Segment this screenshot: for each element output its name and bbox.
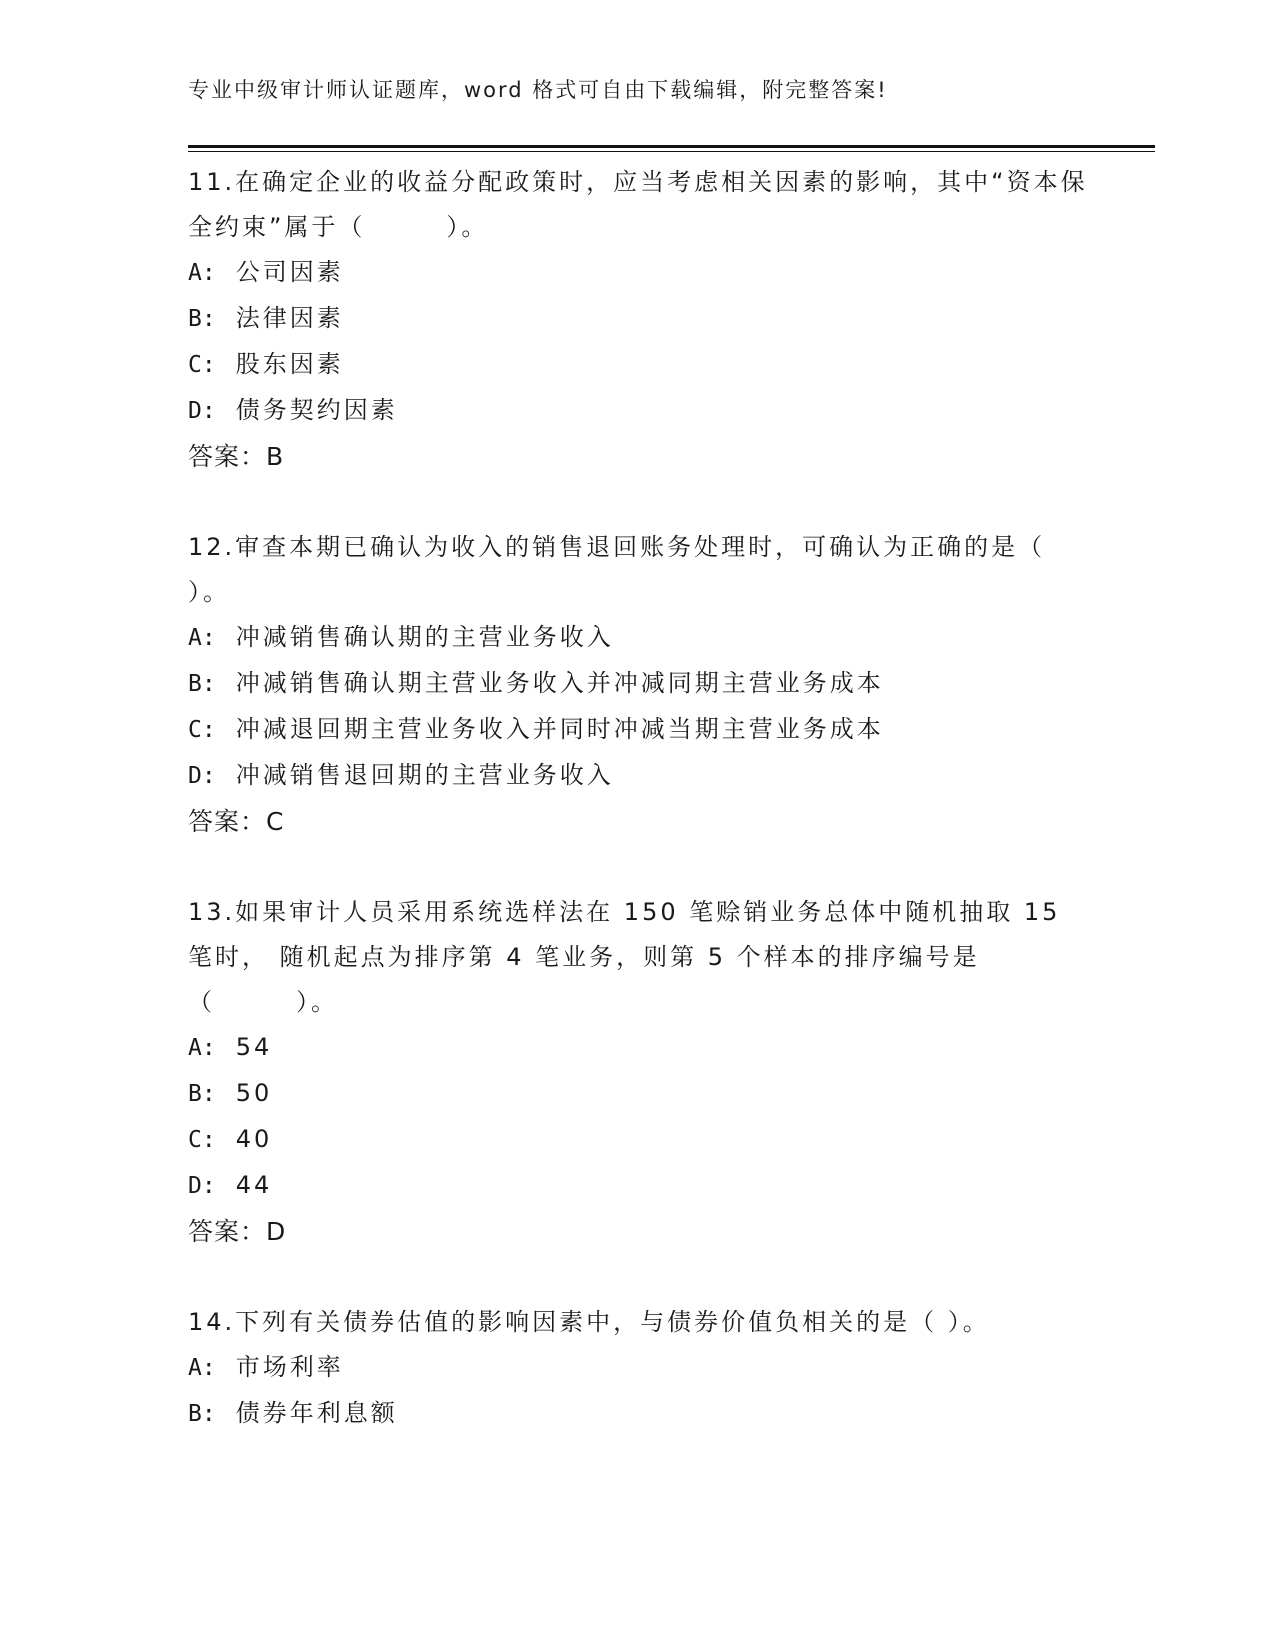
option-key: B: — [188, 1081, 216, 1107]
option-text: 市场利率 — [235, 1353, 344, 1381]
option-a — [188, 1025, 1088, 1071]
option-text: 法律因素 — [235, 304, 344, 332]
option-d — [188, 1163, 1088, 1209]
question-12 — [188, 525, 1088, 844]
option-key: D: — [188, 1173, 216, 1199]
option-c — [188, 707, 1088, 753]
option-key: D: — [188, 763, 216, 789]
option-text: 债券年利息额 — [235, 1399, 398, 1427]
option-text: 54 — [235, 1033, 273, 1061]
page-header: 专业中级审计师认证题库，word 格式可自由下载编辑，附完整答案! — [188, 78, 888, 102]
option-key: D: — [188, 398, 216, 424]
question-11 — [188, 160, 1088, 479]
option-text: 冲减退回期主营业务收入并同时冲减当期主营业务成本 — [235, 715, 884, 743]
option-key: A: — [188, 1035, 216, 1061]
option-text: 股东因素 — [235, 350, 344, 378]
question-stem: 14.下列有关债券估值的影响因素中，与债券价值负相关的是（ ）。 — [188, 1308, 990, 1336]
option-a — [188, 1345, 1088, 1391]
option-key: C: — [188, 352, 216, 378]
answer-line: 答案：C — [188, 807, 285, 836]
option-text: 公司因素 — [235, 258, 344, 286]
option-key: B: — [188, 671, 216, 697]
option-d — [188, 753, 1088, 799]
option-list — [188, 615, 1088, 799]
option-c — [188, 342, 1088, 388]
option-list — [188, 250, 1088, 434]
answer-line: 答案：B — [188, 442, 285, 471]
option-key: A: — [188, 625, 216, 651]
header-rule-thick — [188, 145, 1155, 148]
option-a — [188, 615, 1088, 661]
question-list — [188, 160, 1088, 1483]
header-rule-thin — [188, 151, 1155, 152]
question-stem: 12.审查本期已确认为收入的销售退回账务处理时，可确认为正确的是（ ）。 — [188, 533, 1046, 606]
option-b — [188, 296, 1088, 342]
option-c — [188, 1117, 1088, 1163]
option-text: 冲减销售确认期的主营业务收入 — [235, 623, 614, 651]
option-text: 冲减销售退回期的主营业务收入 — [235, 761, 614, 789]
option-d — [188, 388, 1088, 434]
option-list — [188, 1345, 1088, 1437]
option-key: C: — [188, 1127, 216, 1153]
option-text: 40 — [235, 1125, 273, 1153]
option-text: 50 — [235, 1079, 273, 1107]
option-text: 债务契约因素 — [235, 396, 398, 424]
question-14 — [188, 1300, 1088, 1437]
option-key: C: — [188, 717, 216, 743]
answer-line: 答案：D — [188, 1217, 287, 1246]
option-key: B: — [188, 1401, 216, 1427]
option-key: B: — [188, 306, 216, 332]
option-b — [188, 1391, 1088, 1437]
question-13 — [188, 890, 1088, 1254]
option-b — [188, 661, 1088, 707]
option-a — [188, 250, 1088, 296]
option-text: 44 — [235, 1171, 273, 1199]
question-stem: 11.在确定企业的收益分配政策时，应当考虑相关因素的影响，其中“资本保全约束”属于（ ）。 — [188, 168, 1088, 241]
option-key: A: — [188, 1355, 216, 1381]
option-b — [188, 1071, 1088, 1117]
question-stem: 13.如果审计人员采用系统选样法在 150 笔赊销业务总体中随机抽取 15 笔时， 随机起点为排序第 4 笔业务，则第 5 个样本的排序编号是（ ）。 — [188, 898, 1061, 1016]
option-text: 冲减销售确认期主营业务收入并冲减同期主营业务成本 — [235, 669, 884, 697]
option-list — [188, 1025, 1088, 1209]
option-key: A: — [188, 260, 216, 286]
